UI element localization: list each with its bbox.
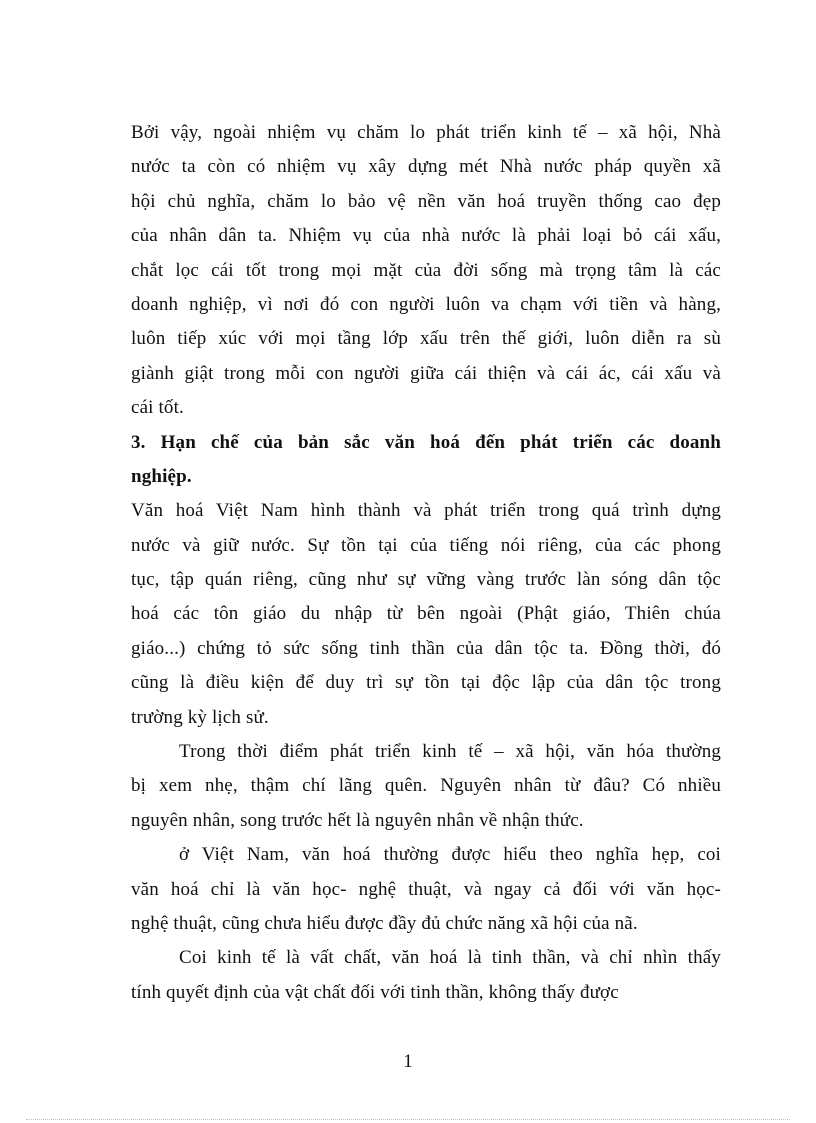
footer-divider xyxy=(26,1119,790,1120)
section-heading-line: 3. Hạn chế của bản sắc văn hoá đến phát triển các doanh xyxy=(131,431,721,453)
text-line: văn hoá chỉ là văn học- nghệ thuật, và ngay cả đối với văn học- xyxy=(131,878,721,900)
text-line: nghệ thuật, cũng chưa hiểu được đầy đủ chức năng xã hội của nã. xyxy=(131,912,638,934)
text-line: chắt lọc cái tốt trong mọi mặt của đời sống mà trọng tâm là các xyxy=(131,259,721,281)
document-body xyxy=(131,116,721,1010)
text-line: trường kỳ lịch sử. xyxy=(131,706,269,728)
paragraph-first-line: Coi kinh tế là vất chất, văn hoá là tinh thần, và chỉ nhìn thấy xyxy=(179,947,721,969)
paragraph-first-line: ở Việt Nam, văn hoá thường được hiểu theo nghĩa hẹp, coi xyxy=(179,844,721,866)
text-line: luôn tiếp xúc với mọi tầng lớp xấu trên thế giới, luôn diễn ra sù xyxy=(131,328,721,350)
text-line: hoá các tôn giáo du nhập từ bên ngoài (Phật giáo, Thiên chúa xyxy=(131,603,721,625)
text-line: tục, tập quán riêng, cũng như sự vững vàng trước làn sóng dân tộc xyxy=(131,569,721,591)
text-line: Bởi vậy, ngoài nhiệm vụ chăm lo phát triển kinh tế – xã hội, Nhà xyxy=(131,122,721,143)
text-line: tính quyết định của vật chất đối với tinh thần, không thấy được xyxy=(131,981,619,1003)
paragraph-first-line: Trong thời điểm phát triển kinh tế – xã hội, văn hóa thường xyxy=(179,741,721,763)
text-line: nước và giữ nước. Sự tồn tại của tiếng nói riêng, của các phong xyxy=(131,534,721,556)
text-line: giáo...) chứng tỏ sức sống tinh thần của dân tộc ta. Đồng thời, đó xyxy=(131,637,721,659)
text-line: Văn hoá Việt Nam hình thành và phát triển trong quá trình dựng xyxy=(131,500,721,522)
text-line: nguyên nhân, song trước hết là nguyên nhân về nhận thức. xyxy=(131,809,584,831)
text-line: cũng là điều kiện để duy trì sự tồn tại độc lập của dân tộc trong xyxy=(131,672,721,694)
page-number: 1 xyxy=(403,1051,413,1072)
text-line: giành giật trong mỗi con người giữa cái thiện và cái ác, cái xấu và xyxy=(131,362,721,384)
text-line: của nhân dân ta. Nhiệm vụ của nhà nước là phải loại bỏ cái xấu, xyxy=(131,225,721,247)
text-line: doanh nghiệp, vì nơi đó con người luôn va chạm với tiền và hàng, xyxy=(131,293,721,315)
text-line: hội chủ nghĩa, chăm lo bảo vệ nền văn hoá truyền thống cao đẹp xyxy=(131,190,721,212)
text-line: nước ta còn có nhiệm vụ xây dựng mét Nhà nước pháp quyền xã xyxy=(131,156,721,178)
text-line: bị xem nhẹ, thậm chí lãng quên. Nguyên nhân từ đâu? Có nhiều xyxy=(131,775,721,797)
section-heading-line: nghiệp. xyxy=(131,465,192,487)
text-line: cái tốt. xyxy=(131,397,184,419)
